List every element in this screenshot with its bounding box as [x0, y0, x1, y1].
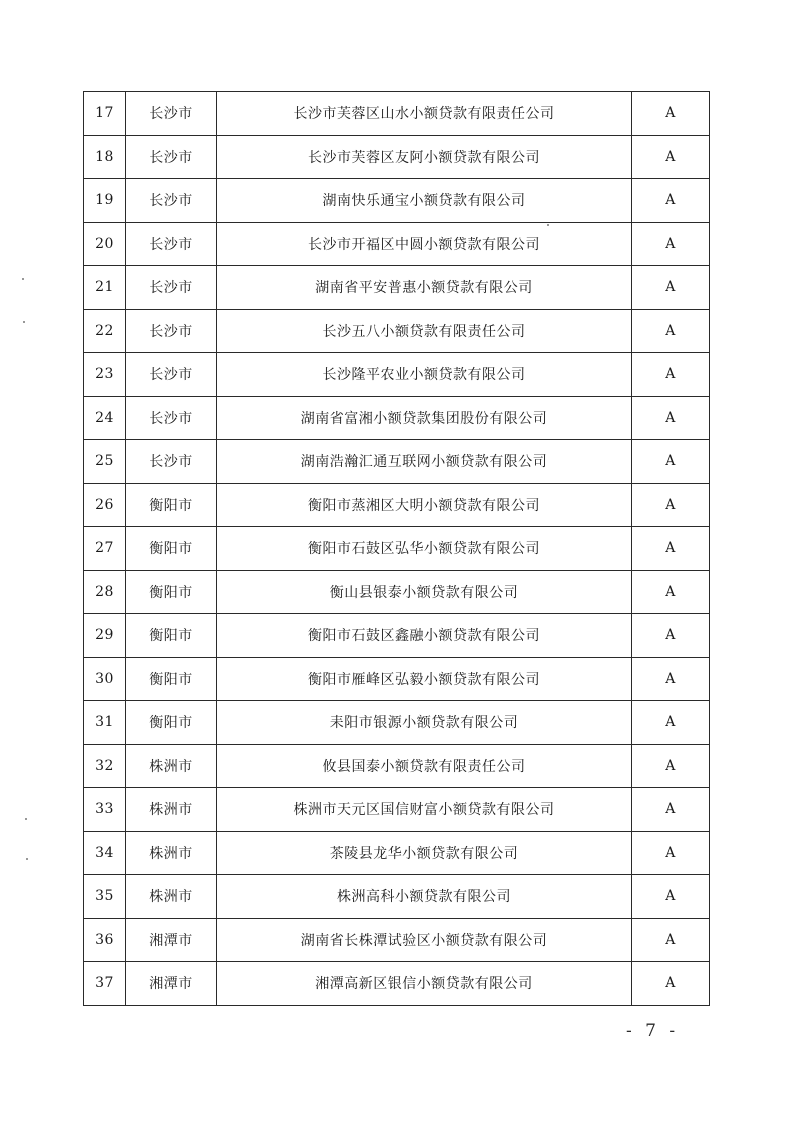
row-number-cell: 35	[84, 875, 126, 919]
city-cell: 衡阳市	[126, 657, 217, 701]
company-name-cell: 衡阳市雁峰区弘毅小额贷款有限公司	[217, 657, 632, 701]
table-row	[84, 440, 710, 484]
row-number-cell: 25	[84, 440, 126, 484]
grade-cell: A	[632, 92, 710, 136]
company-name-cell: 衡山县银泰小额贷款有限公司	[217, 570, 632, 614]
row-number-cell: 28	[84, 570, 126, 614]
city-cell: 株洲市	[126, 875, 217, 919]
table-row	[84, 614, 710, 658]
company-name-cell: 湖南浩瀚汇通互联网小额贷款有限公司	[217, 440, 632, 484]
row-number-cell: 24	[84, 396, 126, 440]
company-name-cell: 衡阳市蒸湘区大明小额贷款有限公司	[217, 483, 632, 527]
grade-cell: A	[632, 918, 710, 962]
row-number-cell: 17	[84, 92, 126, 136]
row-number-cell: 30	[84, 657, 126, 701]
city-cell: 衡阳市	[126, 527, 217, 571]
scan-speck	[26, 858, 28, 860]
company-name-cell: 衡阳市石鼓区鑫融小额贷款有限公司	[217, 614, 632, 658]
row-number-cell: 31	[84, 701, 126, 745]
grade-cell: A	[632, 483, 710, 527]
company-name-cell: 湖南省富湘小额贷款集团股份有限公司	[217, 396, 632, 440]
row-number-cell: 34	[84, 831, 126, 875]
company-name-cell: 长沙五八小额贷款有限责任公司	[217, 309, 632, 353]
grade-cell: A	[632, 135, 710, 179]
row-number-cell: 32	[84, 744, 126, 788]
row-number-cell: 22	[84, 309, 126, 353]
row-number-cell: 20	[84, 222, 126, 266]
company-name-cell: 茶陵县龙华小额贷款有限公司	[217, 831, 632, 875]
city-cell: 长沙市	[126, 266, 217, 310]
grade-cell: A	[632, 701, 710, 745]
city-cell: 湘潭市	[126, 962, 217, 1006]
row-number-cell: 23	[84, 353, 126, 397]
row-number-cell: 26	[84, 483, 126, 527]
company-name-cell: 耒阳市银源小额贷款有限公司	[217, 701, 632, 745]
company-name-cell: 湘潭高新区银信小额贷款有限公司	[217, 962, 632, 1006]
row-number-cell: 19	[84, 179, 126, 223]
company-name-cell: 株洲高科小额贷款有限公司	[217, 875, 632, 919]
city-cell: 衡阳市	[126, 614, 217, 658]
table-row	[84, 527, 710, 571]
grade-cell: A	[632, 831, 710, 875]
company-name-cell: 长沙市芙蓉区友阿小额贷款有限公司	[217, 135, 632, 179]
row-number-cell: 27	[84, 527, 126, 571]
grade-cell: A	[632, 788, 710, 832]
city-cell: 衡阳市	[126, 483, 217, 527]
table-row	[84, 266, 710, 310]
table-row	[84, 135, 710, 179]
city-cell: 株洲市	[126, 744, 217, 788]
company-name-cell: 株洲市天元区国信财富小额贷款有限公司	[217, 788, 632, 832]
row-number-cell: 29	[84, 614, 126, 658]
grade-cell: A	[632, 657, 710, 701]
company-name-cell: 长沙市开福区中圆小额贷款有限公司	[217, 222, 632, 266]
table-row	[84, 701, 710, 745]
scan-speck	[23, 321, 25, 323]
row-number-cell: 18	[84, 135, 126, 179]
table-row	[84, 179, 710, 223]
row-number-cell: 21	[84, 266, 126, 310]
grade-cell: A	[632, 744, 710, 788]
table-row	[84, 657, 710, 701]
city-cell: 长沙市	[126, 179, 217, 223]
table-row	[84, 483, 710, 527]
company-name-cell: 湖南省长株潭试验区小额贷款有限公司	[217, 918, 632, 962]
table-body	[84, 92, 710, 1006]
city-cell: 长沙市	[126, 396, 217, 440]
row-number-cell: 33	[84, 788, 126, 832]
city-cell: 长沙市	[126, 135, 217, 179]
grade-cell: A	[632, 962, 710, 1006]
table-row	[84, 353, 710, 397]
grade-cell: A	[632, 614, 710, 658]
city-cell: 株洲市	[126, 831, 217, 875]
company-name-cell: 长沙市芙蓉区山水小额贷款有限责任公司	[217, 92, 632, 136]
grade-cell: A	[632, 527, 710, 571]
table-row	[84, 962, 710, 1006]
grade-cell: A	[632, 396, 710, 440]
scan-speck	[547, 224, 549, 226]
grade-cell: A	[632, 179, 710, 223]
city-cell: 长沙市	[126, 353, 217, 397]
table-row	[84, 222, 710, 266]
table-row	[84, 744, 710, 788]
city-cell: 长沙市	[126, 92, 217, 136]
grade-cell: A	[632, 570, 710, 614]
city-cell: 湘潭市	[126, 918, 217, 962]
company-name-cell: 长沙隆平农业小额贷款有限公司	[217, 353, 632, 397]
company-name-cell: 衡阳市石鼓区弘华小额贷款有限公司	[217, 527, 632, 571]
grade-cell: A	[632, 266, 710, 310]
grade-cell: A	[632, 309, 710, 353]
table-row	[84, 788, 710, 832]
city-cell: 长沙市	[126, 309, 217, 353]
city-cell: 长沙市	[126, 440, 217, 484]
grade-cell: A	[632, 875, 710, 919]
grade-cell: A	[632, 440, 710, 484]
city-cell: 长沙市	[126, 222, 217, 266]
table-row	[84, 831, 710, 875]
table-row	[84, 92, 710, 136]
city-cell: 衡阳市	[126, 570, 217, 614]
table-row	[84, 309, 710, 353]
company-grade-table	[83, 91, 710, 1006]
table-row	[84, 570, 710, 614]
row-number-cell: 37	[84, 962, 126, 1006]
grade-cell: A	[632, 222, 710, 266]
city-cell: 衡阳市	[126, 701, 217, 745]
company-name-cell: 湖南省平安普惠小额贷款有限公司	[217, 266, 632, 310]
scan-speck	[22, 278, 24, 280]
city-cell: 株洲市	[126, 788, 217, 832]
company-name-cell: 攸县国泰小额贷款有限责任公司	[217, 744, 632, 788]
table-row	[84, 396, 710, 440]
grade-cell: A	[632, 353, 710, 397]
company-name-cell: 湖南快乐通宝小额贷款有限公司	[217, 179, 632, 223]
table-row	[84, 875, 710, 919]
scan-speck	[25, 818, 27, 820]
row-number-cell: 36	[84, 918, 126, 962]
page-number: - 7 -	[626, 1021, 680, 1041]
table-row	[84, 918, 710, 962]
